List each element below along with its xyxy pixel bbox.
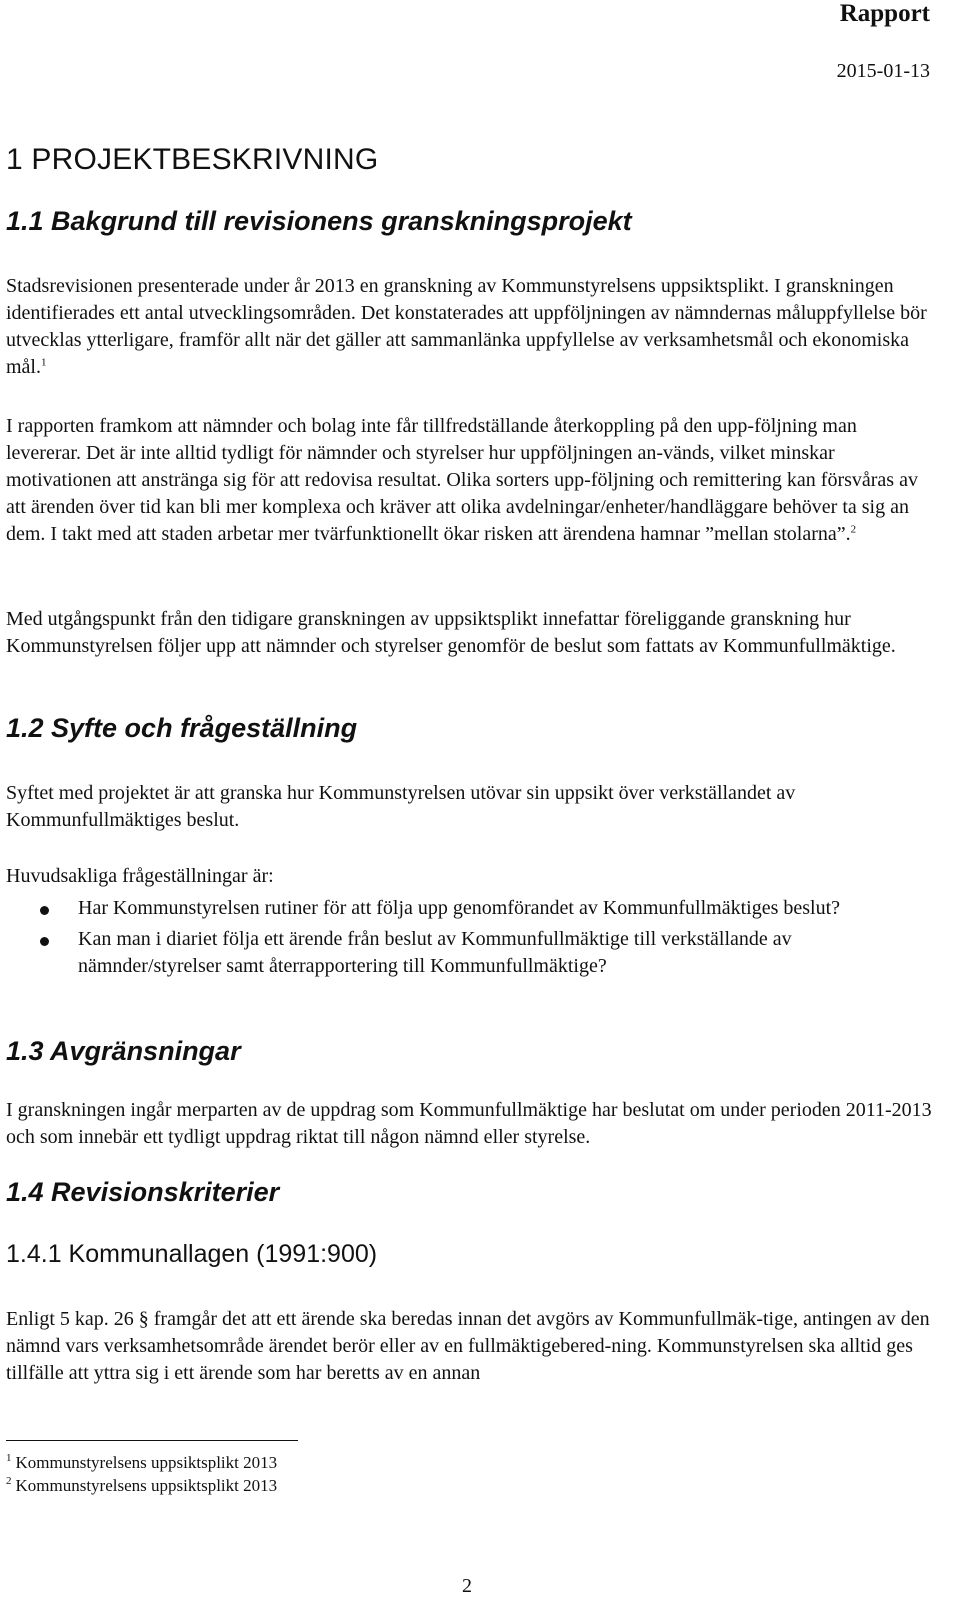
question-2-text: Kan man i diariet följa ett ärende från beslut av Kommunfullmäktige till verkställande av nämnder/styrelser samt återrapportering till Kommunfullmäktige? <box>78 928 792 977</box>
section-1-1-heading: 1.1 Bakgrund till revisionens granskningsprojekt <box>6 206 632 236</box>
delimitations-paragraph: I granskningen ingår merparten av de uppdrag som Kommunfullmäktige har beslutat om under perioden 2011-2013 och som innebär ett tydligt uppdrag riktat till någon nämnd eller styrelse. <box>6 1099 932 1148</box>
question-1-text: Har Kommunstyrelsen rutiner för att följa upp genomförandet av Kommunfullmäktiges beslut? <box>78 897 841 919</box>
footnote-2-number: 2 <box>6 1475 12 1488</box>
section-1-3-heading: 1.3 Avgränsningar <box>6 1036 241 1066</box>
section-1-heading: 1 PROJEKTBESKRIVNING <box>6 143 379 176</box>
section-1-2-heading: 1.2 Syfte och frågeställning <box>6 713 358 743</box>
background-paragraph-1 <box>6 273 936 381</box>
section-1-4-heading: 1.4 Revisionskriterier <box>6 1177 280 1207</box>
background-paragraph-2 <box>6 413 936 548</box>
list-item <box>6 926 936 980</box>
purpose-paragraph: Syftet med projektet är att granska hur Kommunstyrelsen utövar sin uppsikt över verkställandet av Kommunfullmäktiges beslut. <box>6 782 796 831</box>
footnote-1 <box>6 1453 277 1473</box>
footnote-1-text: Kommunstyrelsens uppsiktsplikt 2013 <box>15 1453 278 1472</box>
document-date: 2015-01-13 <box>836 60 930 82</box>
background-paragraph-1-text: Stadsrevisionen presenterade under år 2013 en granskning av Kommunstyrelsens uppsiktsplikt. I granskningen identifierades ett antal utvecklingsområden. Det konstaterades att uppföljningen av nämndernas måluppfyllelse bör utvecklas ytterligare, framför allt när det gäller att sammanlänka uppfyllelse av verksamhetsmål och ekonomiska mål. <box>6 275 927 378</box>
footnote-1-number: 1 <box>6 1452 12 1465</box>
bullet-icon <box>40 906 49 915</box>
background-paragraph-3: Med utgångspunkt från den tidigare granskningen av uppsiktsplikt innefattar föreliggande granskning hur Kommunstyrelsen följer upp att nämnder och styrelser genomför de beslut som fattats av Kommunfullmäktige. <box>6 608 896 657</box>
page-number: 2 <box>462 1575 472 1597</box>
footnote-2 <box>6 1476 277 1496</box>
list-item <box>6 895 936 922</box>
background-paragraph-2-text: I rapporten framkom att nämnder och bolag inte får tillfredställande återkoppling på den upp-följning man levererar. Det är inte alltid tydligt för nämnder och styrelser hur uppföljningen an-vänds, vilket minskar motivationen att anstränga sig för att redovisa resultat. Olika sorters upp-följning och remittering kan försvåras av att ärenden över tid kan bli mer komplexa och kräver att olika avdelningar/enheter/handläggare behöver ta sig an dem. I takt med att staden arbetar mer tvärfunktionellt ökar risken att ärendena hamnar ”mellan stolarna”. <box>6 415 918 545</box>
footnote-ref-2[interactable]: 2 <box>850 523 857 536</box>
bullet-icon <box>40 937 49 946</box>
footnote-2-text: Kommunstyrelsens uppsiktsplikt 2013 <box>15 1476 278 1495</box>
footnote-separator <box>6 1440 298 1441</box>
questions-list <box>6 895 936 984</box>
questions-intro: Huvudsakliga frågeställningar är: <box>6 865 274 887</box>
footnote-ref-1[interactable]: 1 <box>41 356 47 369</box>
document-type: Rapport <box>839 0 930 27</box>
section-1-4-1-heading: 1.4.1 Kommunallagen (1991:900) <box>6 1240 378 1268</box>
municipal-act-paragraph: Enligt 5 kap. 26 § framgår det att ett ärende ska beredas innan det avgörs av Kommunfullmäk-tige, antingen av den nämnd vars verksamhetsområde ärendet berör eller av en fullmäktigebered-ning. Kommunstyrelsen ska alltid ges tillfälle att yttra sig i ett ärende som har beretts av en annan <box>6 1308 930 1384</box>
